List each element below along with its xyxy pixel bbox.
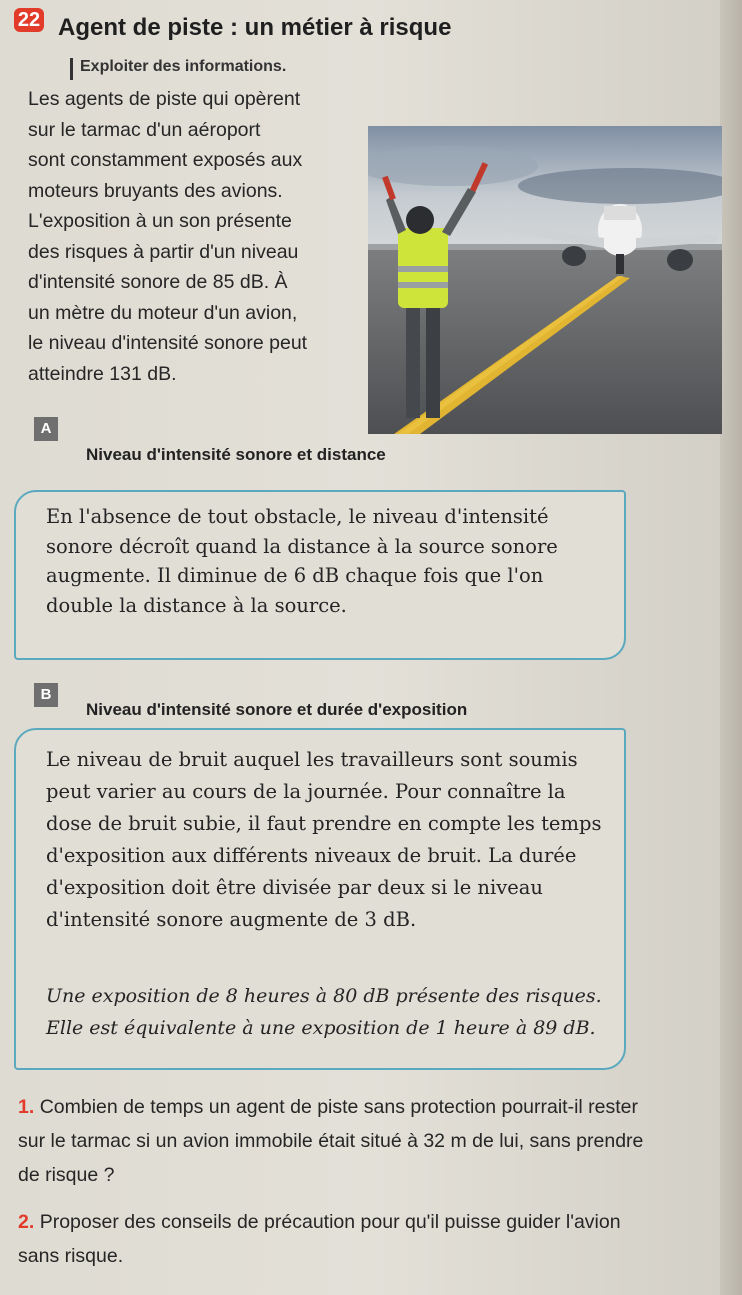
intro-line: sont constamment exposés aux [28,149,303,171]
intro-line: le niveau d'intensité sonore peut [28,332,308,354]
intro-line: Les agents de piste qui opèrent [28,88,301,110]
skill-marker [70,58,73,80]
doc-a-box [14,490,626,660]
intro-line: un mètre du moteur d'un avion, [28,301,298,324]
doc-a-text: En l'absence de tout obstacle, le niveau d'intensité sonore décroît quand la distance à la source sonore augmente. Il diminue de 6 dB chaque fois que l'on double la distance à la source. [46,505,558,617]
question-2-number: 2. [18,1211,35,1233]
question-1 [18,1090,658,1192]
doc-a-badge: A [34,417,58,441]
airport-marshaller-photo [368,126,722,434]
doc-b-box [14,728,626,1070]
doc-a-title: Niveau d'intensité sonore et distance [86,445,386,464]
exercise-title: Agent de piste : un métier à risque [58,14,452,41]
question-2 [18,1205,658,1273]
intro-line: atteindre 131 dB. [28,362,177,385]
page-spine [720,0,742,1295]
doc-b-title: Niveau d'intensité sonore et durée d'exposition [86,700,468,719]
doc-b-text: Le niveau de bruit auquel les travailleurs sont soumis peut varier au cours de la journée. Pour connaître la dose de bruit subie, il faut prendre en compte les temps d'exposition aux différents niveaux de bruit. La durée d'exposition doit être divisée par deux si le niveau d'intensité sonore augmente de 3 dB. [46,748,602,931]
question-1-text: Combien de temps un agent de piste sans protection pourrait-il rester sur le tarmac si un avion immobile était situé à 32 m de lui, sans prendre de risque ? [18,1096,644,1186]
intro-line: moteurs bruyants des avions. [28,179,283,202]
doc-b-note: Une exposition de 8 heures à 80 dB présente des risques. Elle est équivalente à une exposition de 1 heure à 89 dB. [46,985,602,1039]
question-2-text: Proposer des conseils de précaution pour qu'il puisse guider l'avion sans risque. [18,1211,621,1267]
intro-line: des risques à partir d'un niveau [28,240,299,263]
intro-paragraph [28,84,368,389]
skill-label: Exploiter des informations. [80,58,287,75]
doc-b-badge: B [34,683,58,707]
exercise-number-badge: 22 [14,8,44,32]
question-1-number: 1. [18,1096,35,1118]
intro-line: L'exposition à un son présente [28,210,292,232]
intro-line: d'intensité sonore de 85 dB. À [28,271,288,293]
intro-line: sur le tarmac d'un aéroport [28,118,261,141]
